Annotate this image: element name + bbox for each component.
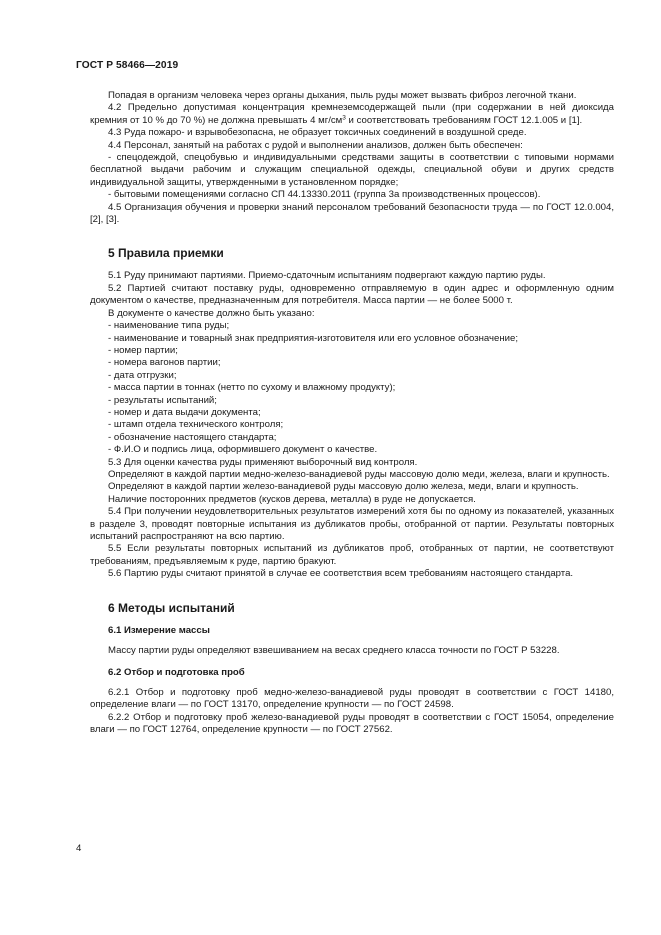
- list-item: - наименование и товарный знак предприятия-изготовителя или его условное обозначение;: [108, 332, 519, 344]
- list-item: - масса партии в тоннах (нетто по сухому и влажному продукту);: [108, 382, 396, 394]
- paragraph-4-2-tail: и соответствовать требованиям ГОСТ 12.1.005 и [1].: [345, 114, 583, 126]
- page-header: ГОСТ Р 58466—2019: [76, 60, 179, 71]
- list-item: - штамп отдела технического контроля;: [108, 419, 284, 431]
- section-heading-5: 5 Правила приемки: [108, 246, 224, 261]
- subsection-heading-6-1: 6.1 Измерение массы: [108, 624, 210, 636]
- list-item: - номера вагонов партии;: [108, 357, 221, 369]
- paragraph: 4.3 Руда пожаро- и взрывобезопасна, не образует токсичных соединений в воздушной среде.: [108, 127, 527, 139]
- list-item: - Ф.И.О и подпись лица, оформившего документ о качестве.: [108, 444, 378, 456]
- paragraph: 6.2.1 Отбор и подготовку проб медно-железо-ванадиевой руды проводят в соответствии с ГОСТ 14180, определение влаги — по ГОСТ 13170, определение крупности — по ГОСТ 24598.: [90, 687, 614, 711]
- list-item: - номер партии;: [108, 344, 178, 356]
- paragraph: В документе о качестве должно быть указано:: [108, 307, 315, 319]
- paragraph: Определяют в каждой партии медно-железо-ванадиевой руды массовую долю меди, железа, влаги и крупность.: [108, 468, 610, 480]
- paragraph-4-2: [90, 102, 614, 127]
- paragraph: Попадая в организм человека через органы дыхания, пыль руды может вызвать фиброз легочной ткани.: [108, 90, 577, 101]
- list-item: - обозначение настоящего стандарта;: [108, 431, 277, 443]
- superscript: 3: [342, 114, 346, 122]
- page-number: 4: [76, 843, 82, 854]
- list-item: - наименование типа руды;: [108, 320, 230, 332]
- paragraph: Массу партии руды определяют взвешиванием на весах среднего класса точности по ГОСТ Р 53228.: [108, 644, 560, 656]
- page-body: [90, 90, 614, 737]
- list-item: - дата отгрузки;: [108, 369, 177, 381]
- paragraph-4-2-text: 4.2 Предельно допустимая концентрация кремнеземсодержащей пыли (при содержании в ней диоксида кремния от 10 % до 70 %) не должна превышать 4 мг/см: [90, 102, 614, 126]
- paragraph: 5.5 Если результаты повторных испытаний из дубликатов проб, отобранных от партии, не соответствуют требованиям, предъявляемым к руде, партию бракуют.: [90, 543, 614, 567]
- list-item: - бытовыми помещениями согласно СП 44.13330.2011 (группа 3а производственных процессов).: [108, 189, 541, 201]
- paragraph: 5.1 Руду принимают партиями. Приемо-сдаточным испытаниям подвергают каждую партию руды.: [108, 270, 546, 282]
- paragraph: 5.2 Партией считают поставку руды, одновременно отправляемую в один адрес и оформленную одним документом о качестве, предназначенным для потребителя. Масса партии — не более 5000 т.: [90, 282, 614, 307]
- list-item: - результаты испытаний;: [108, 394, 217, 406]
- paragraph: 5.3 Для оценки качества руды применяют выборочный вид контроля.: [108, 456, 418, 468]
- paragraph: Наличие посторонних предметов (кусков дерева, металла) в руде не допускается.: [108, 493, 476, 505]
- paragraph: 4.4 Персонал, занятый на работах с рудой и выполнении анализов, должен быть обеспечен:: [108, 139, 523, 151]
- list-item: - спецодеждой, спецобувью и индивидуальными средствами защиты в соответствии с типовыми нормами бесплатной выдачи рабочим и служащим специальной одежды, специальной обуви и других средств индивидуальной защиты, утвержденными в установленном порядке;: [90, 152, 614, 188]
- paragraph: 5.4 При получении неудовлетворительных результатов измерений хотя бы по одному из показателей, указанных в разделе 3, проводят повторные испытания из дубликатов пробы, отобранной от партии. Результаты повторных испытаний распространяют на всю партию.: [90, 506, 614, 542]
- paragraph: 5.6 Партию руды считают принятой в случае ее соответствия всем требованиям настоящего стандарта.: [108, 568, 574, 580]
- list-item: - номер и дата выдачи документа;: [108, 406, 261, 418]
- section-heading-6: 6 Методы испытаний: [108, 600, 235, 615]
- paragraph: 4.5 Организация обучения и проверки знаний персоналом требований безопасности труда — по ГОСТ 12.0.004, [2], [3].: [90, 201, 614, 226]
- subsection-heading-6-2: 6.2 Отбор и подготовка проб: [108, 667, 245, 679]
- paragraph: 6.2.2 Отбор и подготовку проб железо-ванадиевой руды проводят в соответствии с ГОСТ 15054, определение влаги — по ГОСТ 12764, определение крупности — по ГОСТ 27562.: [90, 711, 614, 736]
- paragraph: Определяют в каждой партии железо-ванадиевой руды массовую долю железа, меди, влаги и крупность.: [108, 481, 579, 493]
